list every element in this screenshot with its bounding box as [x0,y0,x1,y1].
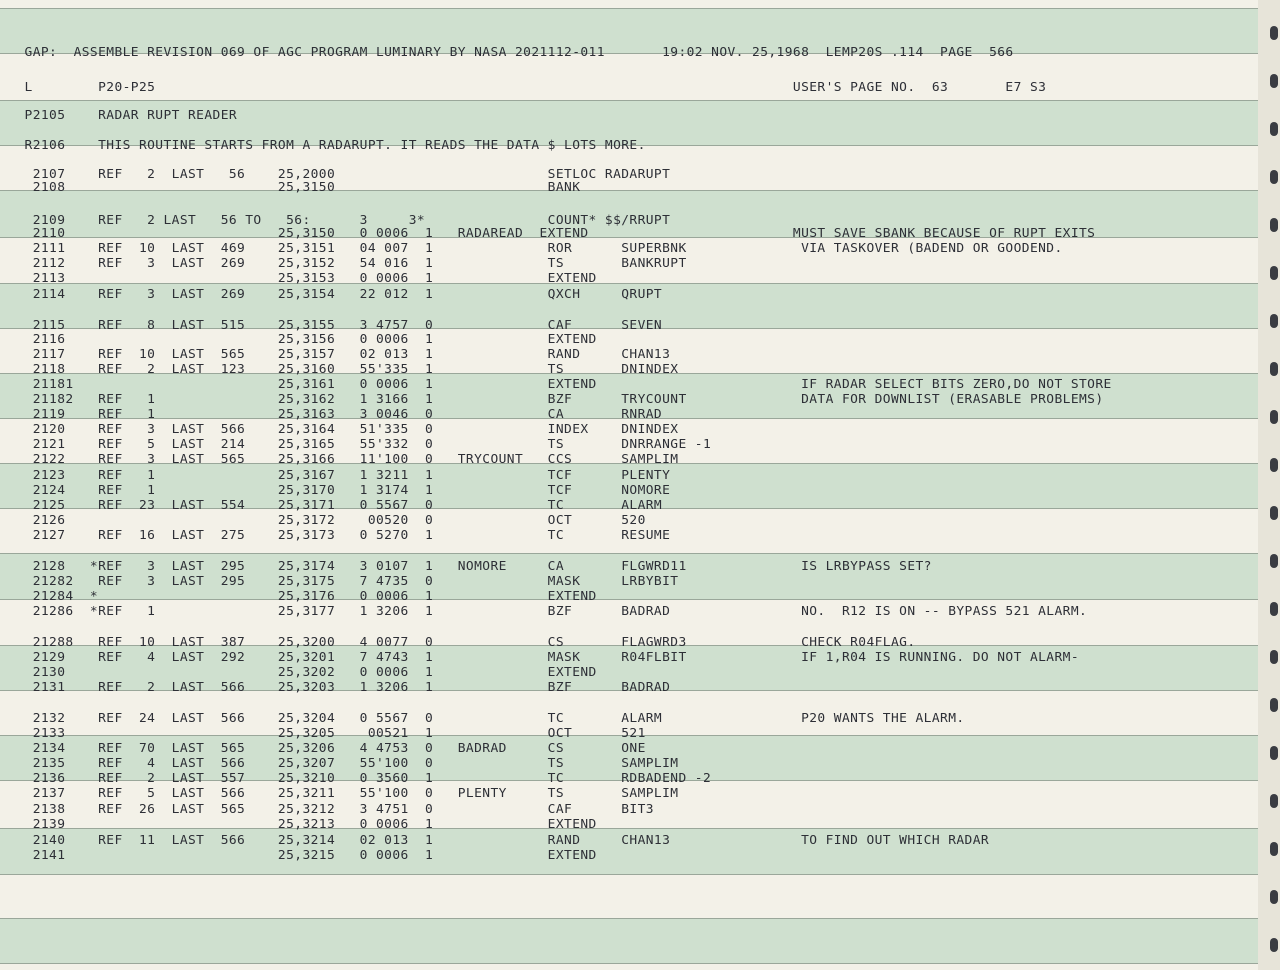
listing-line: 2114 REF 3 LAST 269 25,3154 22 012 1 QXCH QRUPT [0,286,663,301]
listing-line: R2106 THIS ROUTINE STARTS FROM A RADARUPT. IT READS THE DATA $ LOTS MORE. [0,137,646,152]
green-bar [0,918,1258,963]
feed-hole [1270,794,1278,808]
listing-line: 2119 REF 1 25,3163 3 0046 0 CA RNRAD [0,406,663,421]
listing-line: 2135 REF 4 LAST 566 25,3207 55'100 0 TS SAMPLIM [0,755,679,770]
listing-line: 2126 25,3172 00520 0 OCT 520 [0,512,646,527]
band-rule [0,553,1258,554]
listing-line: 2125 REF 23 LAST 554 25,3171 0 5567 0 TC ALARM [0,497,663,512]
band-rule [0,963,1258,964]
listing-line: 2129 REF 4 LAST 292 25,3201 7 4743 1 MASK R04FLBIT IF 1,R04 IS RUNNING. DO NOT ALARM- [0,649,1079,664]
feed-hole [1270,26,1278,40]
feed-hole [1270,314,1278,328]
feed-hole [1270,266,1278,280]
band-rule [0,100,1258,101]
listing-line: 2134 REF 70 LAST 565 25,3206 4 4753 0 BADRAD CS ONE [0,740,646,755]
listing-line: 21284 * 25,3176 0 0006 1 EXTEND [0,588,597,603]
feed-hole [1270,746,1278,760]
feed-hole [1270,938,1278,952]
feed-hole [1270,458,1278,472]
subheader-line: L P20-P25 USER'S PAGE NO. 63 E7 S3 [0,79,1047,94]
listing-line: 2123 REF 1 25,3167 1 3211 1 TCF PLENTY [0,467,671,482]
feed-hole [1270,506,1278,520]
listing-line: 2127 REF 16 LAST 275 25,3173 0 5270 1 TC RESUME [0,527,671,542]
feed-hole [1270,74,1278,88]
listing-line: 2118 REF 2 LAST 123 25,3160 55'335 1 TS DNINDEX [0,361,679,376]
listing-line: 2120 REF 3 LAST 566 25,3164 51'335 0 INDEX DNINDEX [0,421,679,436]
listing-line: 21181 25,3161 0 0006 1 EXTEND IF RADAR SELECT BITS ZERO,DO NOT STORE [0,376,1112,391]
listing-line: 2107 REF 2 LAST 56 25,2000 SETLOC RADARUPT [0,166,671,181]
feed-hole [1270,170,1278,184]
listing-line: 2116 25,3156 0 0006 1 EXTEND [0,331,597,346]
listing-line: 2111 REF 10 LAST 469 25,3151 04 007 1 ROR SUPERBNK VIA TASKOVER (BADEND OR GOODEND. [0,240,1063,255]
listing-line: 2133 25,3205 00521 1 OCT 521 [0,725,646,740]
listing-line: 2132 REF 24 LAST 566 25,3204 0 5567 0 TC ALARM P20 WANTS THE ALARM. [0,710,965,725]
feed-hole [1270,602,1278,616]
band-rule [0,8,1258,9]
listing-line: 2128 *REF 3 LAST 295 25,3174 3 0107 1 NOMORE CA FLGWRD11 IS LRBYPASS SET? [0,558,932,573]
listing-line: 21288 REF 10 LAST 387 25,3200 4 0077 0 CS FLAGWRD3 CHECK R04FLAG. [0,634,916,649]
listing-line: 2112 REF 3 LAST 269 25,3152 54 016 1 TS BANKRUPT [0,255,687,270]
feed-hole [1270,410,1278,424]
listing-line: 2115 REF 8 LAST 515 25,3155 3 4757 0 CAF SEVEN [0,317,663,332]
listing-line: 2109 REF 2 LAST 56 TO 56: 3 3* COUNT* $$/RRUPT [0,212,671,227]
feed-hole [1270,842,1278,856]
band-rule [0,918,1258,919]
feed-hole [1270,218,1278,232]
feed-hole [1270,890,1278,904]
feed-hole [1270,362,1278,376]
listing-line: 2110 25,3150 0 0006 1 RADAREAD EXTEND MUST SAVE SBANK BECAUSE OF RUPT EXITS [0,225,1096,240]
listing-line: 2117 REF 10 LAST 565 25,3157 02 013 1 RAND CHAN13 [0,346,671,361]
listing-line: 2141 25,3215 0 0006 1 EXTEND [0,847,597,862]
listing-line: 2124 REF 1 25,3170 1 3174 1 TCF NOMORE [0,482,671,497]
tractor-feed-strip [1258,0,1280,970]
feed-hole [1270,650,1278,664]
listing-line: 2122 REF 3 LAST 565 25,3166 11'100 0 TRYCOUNT CCS SAMPLIM [0,451,679,466]
listing-line: 2137 REF 5 LAST 566 25,3211 55'100 0 PLENTY TS SAMPLIM [0,785,679,800]
listing-line: 2138 REF 26 LAST 565 25,3212 3 4751 0 CAF BIT3 [0,801,654,816]
header-line: GAP: ASSEMBLE REVISION 069 OF AGC PROGRAM LUMINARY BY NASA 2021112-011 19:02 NOV. 25,1968 LEMP20S .114 PAGE 566 [0,44,1014,59]
listing-line: 2113 25,3153 0 0006 1 EXTEND [0,270,597,285]
listing-line: 21182 REF 1 25,3162 1 3166 1 BZF TRYCOUNT DATA FOR DOWNLIST (ERASABLE PROBLEMS) [0,391,1104,406]
feed-hole [1270,554,1278,568]
listing-line: 21282 REF 3 LAST 295 25,3175 7 4735 0 MASK LRBYBIT [0,573,679,588]
listing-line: P2105 RADAR RUPT READER [0,107,238,122]
listing-line: 2140 REF 11 LAST 566 25,3214 02 013 1 RAND CHAN13 TO FIND OUT WHICH RADAR [0,832,990,847]
feed-hole [1270,698,1278,712]
listing-line: 2131 REF 2 LAST 566 25,3203 1 3206 1 BZF BADRAD [0,679,671,694]
listing-line: 2139 25,3213 0 0006 1 EXTEND [0,816,597,831]
listing-line: 21286 *REF 1 25,3177 1 3206 1 BZF BADRAD NO. R12 IS ON -- BYPASS 521 ALARM. [0,603,1088,618]
listing-line: 2121 REF 5 LAST 214 25,3165 55'332 0 TS DNRRANGE -1 [0,436,712,451]
band-rule [0,874,1258,875]
listing-line: 2136 REF 2 LAST 557 25,3210 0 3560 1 TC RDBADEND -2 [0,770,712,785]
listing-line: 2130 25,3202 0 0006 1 EXTEND [0,664,597,679]
listing-line: 2108 25,3150 BANK [0,179,581,194]
feed-hole [1270,122,1278,136]
